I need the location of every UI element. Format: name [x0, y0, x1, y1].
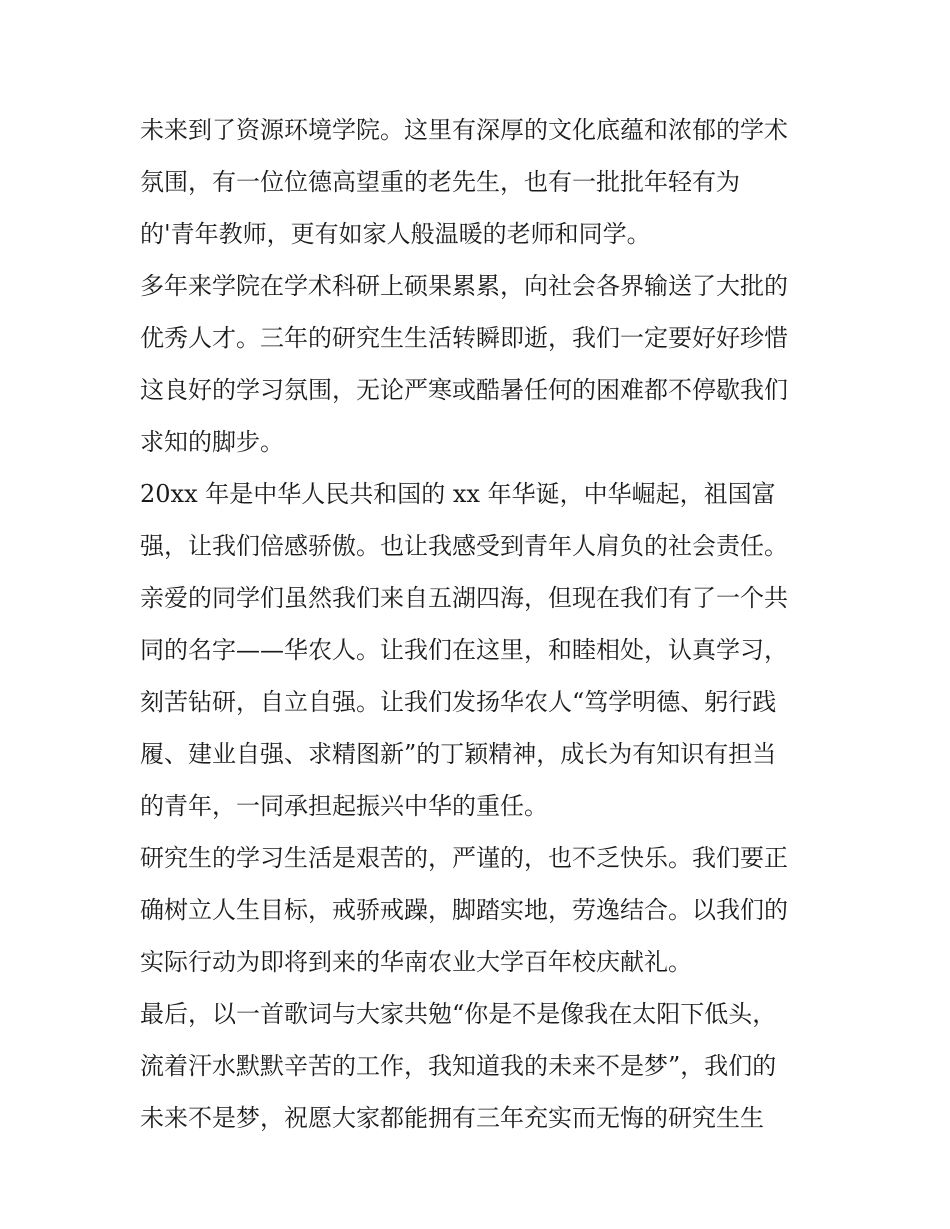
text-line: 同的名字——华农人。让我们在这里，和睦相处，认真学习，: [140, 636, 788, 664]
document-body: [140, 104, 820, 1144]
text-line: 履、建业自强、求精图新”的丁颖精神，成长为有知识有担当: [140, 740, 777, 768]
text-line: 强，让我们倍感骄傲。也让我感受到青年人肩负的社会责任。: [140, 532, 788, 560]
text-line: 流着汗水默默辛苦的工作，我知道我的未来不是梦”，我们的: [140, 1052, 777, 1080]
text-line: 多年来学院在学术科研上硕果累累，向社会各界输送了大批的: [140, 272, 788, 300]
text-line: 刻苦钻研，自立自强。让我们发扬华农人“笃学明德、躬行践: [140, 688, 777, 716]
text-line: 氛围，有一位位德高望重的老先生，也有一批批年轻有为: [140, 168, 740, 196]
text-line: 的青年，一同承担起振兴中华的重任。: [140, 792, 548, 820]
text-line: 未来不是梦，祝愿大家都能拥有三年充实而无悔的研究生生: [140, 1104, 764, 1132]
text-line: 亲爱的同学们虽然我们来自五湖四海，但现在我们有了一个共: [140, 584, 788, 612]
text-line: 的'青年教师，更有如家人般温暖的老师和同学。: [140, 220, 651, 248]
text-line: 确树立人生目标，戒骄戒躁，脚踏实地，劳逸结合。以我们的: [140, 896, 788, 924]
text-line: 实际行动为即将到来的华南农业大学百年校庆献礼。: [140, 948, 692, 976]
text-line: 这良好的学习氛围，无论严寒或酷暑任何的困难都不停歇我们: [140, 376, 788, 404]
text-line: 20xx 年是中华人民共和国的 xx 年华诞，中华崛起，祖国富: [140, 480, 776, 508]
text-line: 未来到了资源环境学院。这里有深厚的文化底蕴和浓郁的学术: [140, 116, 788, 144]
text-line: 最后，以一首歌词与大家共勉“你是不是像我在太阳下低头，: [140, 1000, 777, 1028]
text-line: 优秀人才。三年的研究生生活转瞬即逝，我们一定要好好珍惜: [140, 324, 788, 352]
text-line: 求知的脚步。: [140, 428, 284, 456]
text-line: 研究生的学习生活是艰苦的，严谨的，也不乏快乐。我们要正: [140, 844, 788, 872]
